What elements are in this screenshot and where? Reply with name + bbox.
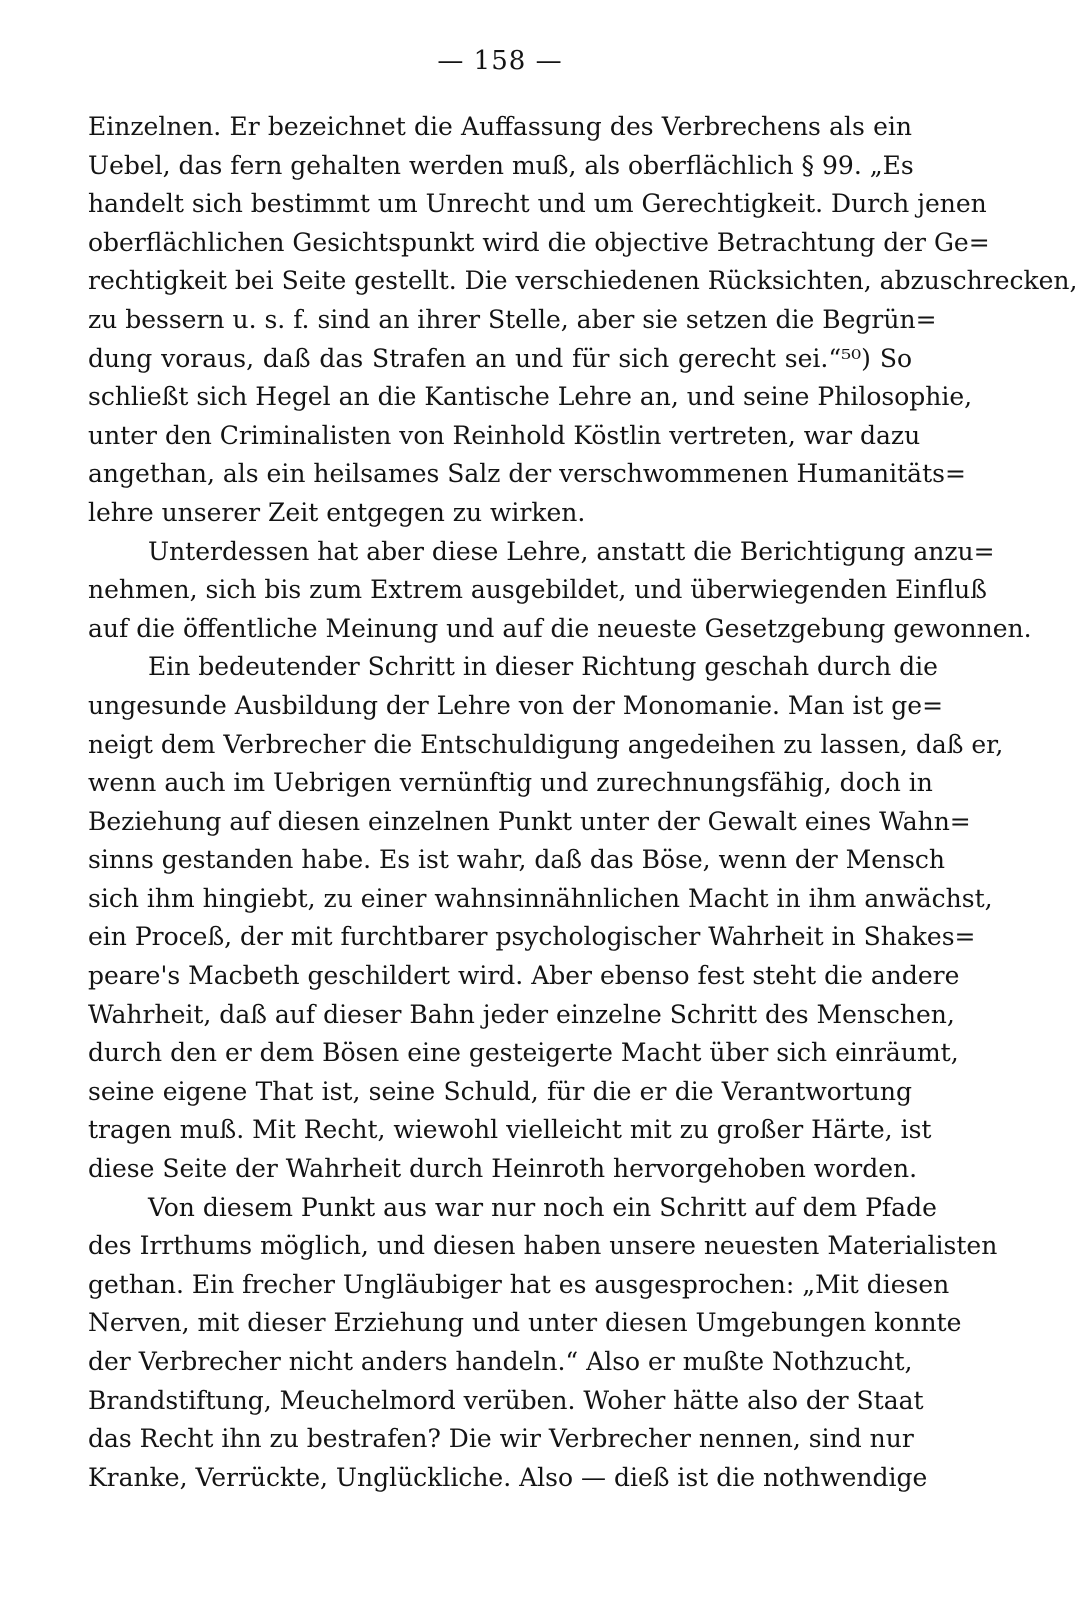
text-line: unter den Criminalisten von Reinhold Köstlin vertreten, war dazu <box>88 420 921 450</box>
text-line: Nerven, mit dieser Erziehung und unter diesen Umgebungen konnte <box>88 1308 962 1338</box>
text-line: gethan. Ein frecher Ungläubiger hat es ausgesprochen: „Mit diesen <box>88 1269 950 1299</box>
text-line: Kranke, Verrückte, Unglückliche. Also — dieß ist die nothwendige <box>88 1462 928 1492</box>
text-line: dung voraus, daß das Strafen an und für sich gerecht sei.“⁵⁰) So <box>88 343 912 373</box>
text-line: tragen muß. Mit Recht, wiewohl vielleicht mit zu großer Härte, ist <box>88 1115 932 1145</box>
text-line: durch den er dem Bösen eine gesteigerte Macht über sich einräumt, <box>88 1038 959 1068</box>
text-line: seine eigene That ist, seine Schuld, für die er die Verantwortung <box>88 1076 912 1106</box>
text-line: handelt sich bestimmt um Unrecht und um Gerechtigkeit. Durch jenen <box>88 189 987 219</box>
text-line: rechtigkeit bei Seite gestellt. Die verschiedenen Rücksichten, abzuschrecken, <box>88 266 1077 296</box>
text-line: Beziehung auf diesen einzelnen Punkt unter der Gewalt eines Wahn= <box>88 806 971 836</box>
text-line: nehmen, sich bis zum Extrem ausgebildet, und überwiegenden Einfluß <box>88 575 987 605</box>
body-text <box>88 108 1077 1497</box>
page-number: — 158 — <box>437 46 563 76</box>
text-line: angethan, als ein heilsames Salz der verschwommenen Humanitäts= <box>88 459 966 489</box>
text-line: des Irrthums möglich, und diesen haben unsere neuesten Materialisten <box>88 1231 998 1261</box>
text-line: zu bessern u. s. f. sind an ihrer Stelle, aber sie setzen die Begrün= <box>88 304 937 334</box>
text-line: Wahrheit, daß auf dieser Bahn jeder einzelne Schritt des Menschen, <box>88 999 955 1029</box>
text-line: peare's Macbeth geschildert wird. Aber ebenso fest steht die andere <box>88 961 960 991</box>
text-line: diese Seite der Wahrheit durch Heinroth hervorgehoben worden. <box>88 1154 918 1184</box>
text-line: Einzelnen. Er bezeichnet die Auffassung des Verbrechens als ein <box>88 112 912 141</box>
text-line: der Verbrecher nicht anders handeln.“ Also er mußte Nothzucht, <box>88 1347 913 1376</box>
text-line: Von diesem Punkt aus war nur noch ein Schritt auf dem Pfade <box>148 1192 937 1222</box>
text-line: Uebel, das fern gehalten werden muß, als oberflächlich § 99. „Es <box>88 150 914 180</box>
text-line: neigt dem Verbrecher die Entschuldigung angedeihen zu lassen, daß er, <box>88 729 1004 759</box>
text-line: Brandstiftung, Meuchelmord verüben. Woher hätte also der Staat <box>88 1385 924 1415</box>
text-line: wenn auch im Uebrigen vernünftig und zurechnungsfähig, doch in <box>88 768 933 798</box>
text-line: sinns gestanden habe. Es ist wahr, daß das Böse, wenn der Mensch <box>88 845 946 875</box>
text-line: lehre unserer Zeit entgegen zu wirken. <box>88 497 586 527</box>
text-line: sich ihm hingiebt, zu einer wahnsinnähnlichen Macht in ihm anwächst, <box>88 883 993 913</box>
text-line: auf die öffentliche Meinung und auf die neueste Gesetzgebung gewonnen. <box>88 613 1032 643</box>
text-line: schließt sich Hegel an die Kantische Lehre an, und seine Philosophie, <box>88 382 973 412</box>
text-line: oberflächlichen Gesichtspunkt wird die objective Betrachtung der Ge= <box>88 227 990 257</box>
text-line: das Recht ihn zu bestrafen? Die wir Verbrecher nennen, sind nur <box>88 1424 914 1454</box>
text-line: ein Proceß, der mit furchtbarer psychologischer Wahrheit in Shakes= <box>88 922 976 952</box>
text-line: Ein bedeutender Schritt in dieser Richtung geschah durch die <box>148 652 938 682</box>
text-line: Unterdessen hat aber diese Lehre, anstatt die Berichtigung anzu= <box>148 536 995 566</box>
text-line: ungesunde Ausbildung der Lehre von der Monomanie. Man ist ge= <box>88 690 944 720</box>
